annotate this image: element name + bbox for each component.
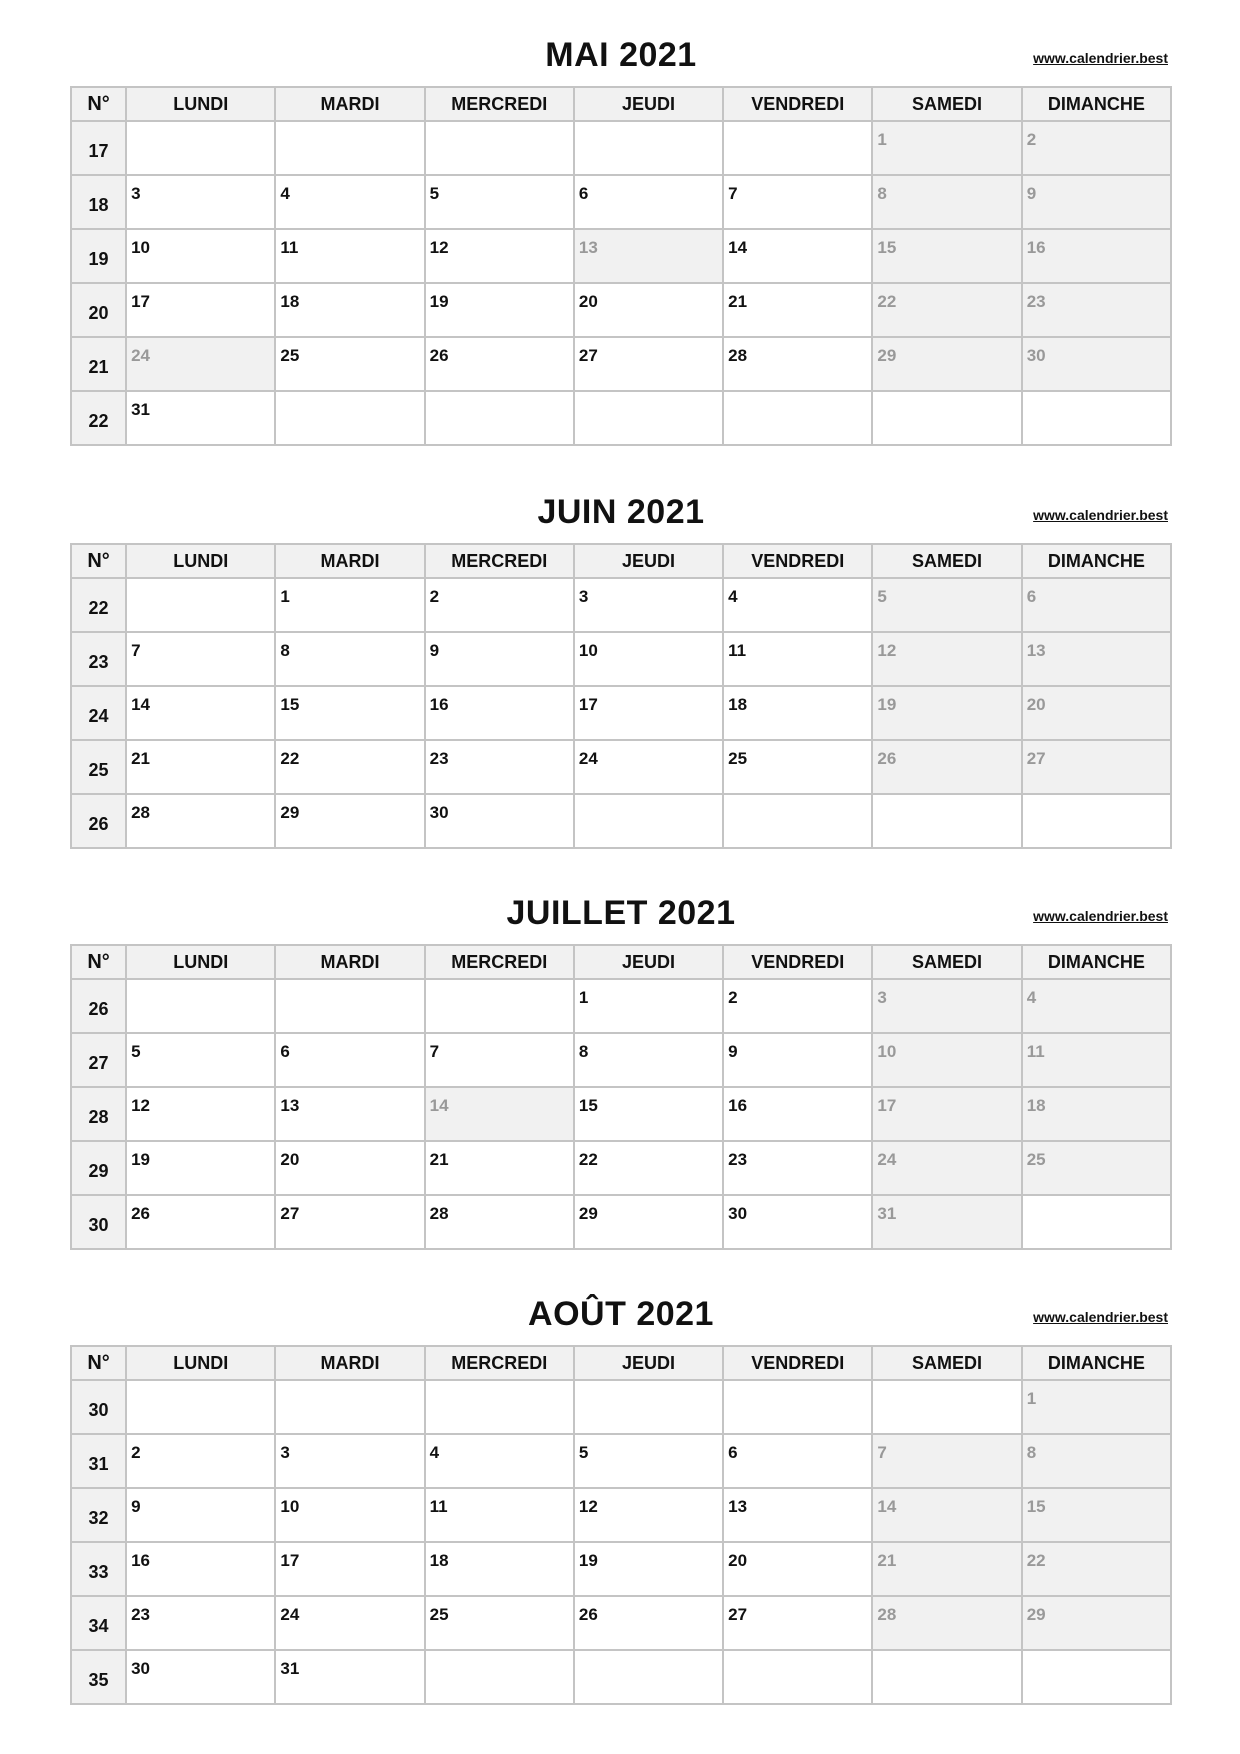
day-cell: 1 xyxy=(574,979,723,1033)
weekday-header: MARDI xyxy=(275,945,424,979)
day-cell: 11 xyxy=(723,632,872,686)
week-number: 35 xyxy=(71,1650,126,1704)
week-number: 18 xyxy=(71,175,126,229)
day-cell: 20 xyxy=(1022,686,1171,740)
day-cell: 19 xyxy=(425,283,574,337)
day-cell: 2 xyxy=(425,578,574,632)
day-cell: 3 xyxy=(275,1434,424,1488)
week-row xyxy=(71,740,1171,794)
weekday-header: MERCREDI xyxy=(425,945,574,979)
weekday-header: LUNDI xyxy=(126,945,275,979)
week-number: 26 xyxy=(71,794,126,848)
day-cell: 19 xyxy=(872,686,1021,740)
empty-day-cell xyxy=(574,794,723,848)
week-number: 26 xyxy=(71,979,126,1033)
week-row xyxy=(71,979,1171,1033)
week-number: 20 xyxy=(71,283,126,337)
day-cell: 23 xyxy=(425,740,574,794)
day-cell: 28 xyxy=(126,794,275,848)
day-cell: 2 xyxy=(723,979,872,1033)
month-block-mai xyxy=(70,30,1172,446)
day-cell: 2 xyxy=(126,1434,275,1488)
empty-day-cell xyxy=(1022,1650,1171,1704)
weekday-header: JEUDI xyxy=(574,87,723,121)
day-cell: 1 xyxy=(1022,1380,1171,1434)
day-cell: 17 xyxy=(574,686,723,740)
day-cell: 8 xyxy=(275,632,424,686)
day-cell: 24 xyxy=(126,337,275,391)
day-cell: 29 xyxy=(1022,1596,1171,1650)
day-cell: 12 xyxy=(425,229,574,283)
week-row xyxy=(71,283,1171,337)
site-link[interactable]: www.calendrier.best xyxy=(1033,1309,1168,1325)
day-cell: 4 xyxy=(723,578,872,632)
weekday-header: MERCREDI xyxy=(425,87,574,121)
empty-day-cell xyxy=(425,121,574,175)
calendar-table xyxy=(70,944,1172,1250)
week-row xyxy=(71,1542,1171,1596)
day-cell: 19 xyxy=(126,1141,275,1195)
day-cell: 25 xyxy=(723,740,872,794)
week-row xyxy=(71,794,1171,848)
day-cell: 7 xyxy=(126,632,275,686)
day-cell: 5 xyxy=(574,1434,723,1488)
day-cell: 19 xyxy=(574,1542,723,1596)
weekday-header: MARDI xyxy=(275,1346,424,1380)
week-row xyxy=(71,229,1171,283)
week-number: 17 xyxy=(71,121,126,175)
month-header xyxy=(70,487,1172,543)
day-cell: 6 xyxy=(723,1434,872,1488)
weekday-header: DIMANCHE xyxy=(1022,87,1171,121)
month-block-aout xyxy=(70,1289,1172,1705)
day-cell: 28 xyxy=(872,1596,1021,1650)
weekday-header: MARDI xyxy=(275,544,424,578)
day-cell: 15 xyxy=(275,686,424,740)
week-number: 33 xyxy=(71,1542,126,1596)
weekday-header-row xyxy=(71,1346,1171,1380)
day-cell: 4 xyxy=(1022,979,1171,1033)
day-cell: 3 xyxy=(872,979,1021,1033)
empty-day-cell xyxy=(723,391,872,445)
weekday-header-row xyxy=(71,544,1171,578)
month-header xyxy=(70,888,1172,944)
day-cell: 16 xyxy=(723,1087,872,1141)
day-cell: 17 xyxy=(872,1087,1021,1141)
day-cell: 22 xyxy=(1022,1542,1171,1596)
day-cell: 5 xyxy=(126,1033,275,1087)
week-number: 23 xyxy=(71,632,126,686)
day-cell: 21 xyxy=(723,283,872,337)
weekday-header: JEUDI xyxy=(574,945,723,979)
day-cell: 29 xyxy=(275,794,424,848)
week-number: 30 xyxy=(71,1380,126,1434)
month-header xyxy=(70,1289,1172,1345)
empty-day-cell xyxy=(126,578,275,632)
week-number-header: N° xyxy=(71,87,126,121)
empty-day-cell xyxy=(1022,794,1171,848)
weekday-header: DIMANCHE xyxy=(1022,1346,1171,1380)
day-cell: 31 xyxy=(275,1650,424,1704)
day-cell: 4 xyxy=(425,1434,574,1488)
day-cell: 10 xyxy=(872,1033,1021,1087)
day-cell: 21 xyxy=(872,1542,1021,1596)
day-cell: 9 xyxy=(723,1033,872,1087)
day-cell: 27 xyxy=(275,1195,424,1249)
weekday-header: MERCREDI xyxy=(425,544,574,578)
day-cell: 14 xyxy=(126,686,275,740)
day-cell: 4 xyxy=(275,175,424,229)
calendar-table xyxy=(70,1345,1172,1705)
empty-day-cell xyxy=(425,979,574,1033)
day-cell: 30 xyxy=(425,794,574,848)
weekday-header: JEUDI xyxy=(574,1346,723,1380)
day-cell: 20 xyxy=(723,1542,872,1596)
day-cell: 3 xyxy=(574,578,723,632)
day-cell: 7 xyxy=(872,1434,1021,1488)
week-row xyxy=(71,175,1171,229)
day-cell: 23 xyxy=(126,1596,275,1650)
day-cell: 12 xyxy=(574,1488,723,1542)
week-row xyxy=(71,1434,1171,1488)
week-number: 24 xyxy=(71,686,126,740)
week-number: 32 xyxy=(71,1488,126,1542)
day-cell: 27 xyxy=(723,1596,872,1650)
empty-day-cell xyxy=(425,1380,574,1434)
week-row xyxy=(71,1195,1171,1249)
day-cell: 1 xyxy=(275,578,424,632)
month-title: JUILLET 2021 xyxy=(506,894,736,932)
week-row xyxy=(71,1488,1171,1542)
day-cell: 12 xyxy=(872,632,1021,686)
day-cell: 8 xyxy=(574,1033,723,1087)
day-cell: 18 xyxy=(425,1542,574,1596)
week-number-header: N° xyxy=(71,544,126,578)
day-cell: 14 xyxy=(872,1488,1021,1542)
day-cell: 9 xyxy=(126,1488,275,1542)
week-number: 19 xyxy=(71,229,126,283)
day-cell: 25 xyxy=(1022,1141,1171,1195)
day-cell: 18 xyxy=(275,283,424,337)
empty-day-cell xyxy=(574,1380,723,1434)
empty-day-cell xyxy=(872,1650,1021,1704)
day-cell: 13 xyxy=(723,1488,872,1542)
week-number: 27 xyxy=(71,1033,126,1087)
empty-day-cell xyxy=(574,391,723,445)
week-row xyxy=(71,1141,1171,1195)
month-title: AOÛT 2021 xyxy=(528,1295,714,1333)
day-cell: 11 xyxy=(1022,1033,1171,1087)
month-title: MAI 2021 xyxy=(545,36,697,74)
day-cell: 31 xyxy=(872,1195,1021,1249)
day-cell: 30 xyxy=(723,1195,872,1249)
empty-day-cell xyxy=(275,391,424,445)
day-cell: 11 xyxy=(425,1488,574,1542)
day-cell: 20 xyxy=(574,283,723,337)
day-cell: 29 xyxy=(574,1195,723,1249)
empty-day-cell xyxy=(425,391,574,445)
week-number-header: N° xyxy=(71,1346,126,1380)
weekday-header: LUNDI xyxy=(126,87,275,121)
day-cell: 5 xyxy=(425,175,574,229)
month-title: JUIN 2021 xyxy=(537,493,705,531)
week-row xyxy=(71,1087,1171,1141)
empty-day-cell xyxy=(425,1650,574,1704)
empty-day-cell xyxy=(126,1380,275,1434)
day-cell: 10 xyxy=(275,1488,424,1542)
week-number: 29 xyxy=(71,1141,126,1195)
day-cell: 14 xyxy=(723,229,872,283)
site-link[interactable]: www.calendrier.best xyxy=(1033,908,1168,924)
day-cell: 10 xyxy=(126,229,275,283)
weekday-header: JEUDI xyxy=(574,544,723,578)
weekday-header: VENDREDI xyxy=(723,87,872,121)
day-cell: 25 xyxy=(275,337,424,391)
day-cell: 21 xyxy=(425,1141,574,1195)
day-cell: 3 xyxy=(126,175,275,229)
day-cell: 16 xyxy=(425,686,574,740)
day-cell: 6 xyxy=(1022,578,1171,632)
day-cell: 28 xyxy=(425,1195,574,1249)
week-row xyxy=(71,337,1171,391)
month-header xyxy=(70,30,1172,86)
week-number: 25 xyxy=(71,740,126,794)
day-cell: 1 xyxy=(872,121,1021,175)
site-link[interactable]: www.calendrier.best xyxy=(1033,50,1168,66)
weekday-header: DIMANCHE xyxy=(1022,544,1171,578)
weekday-header: LUNDI xyxy=(126,1346,275,1380)
day-cell: 8 xyxy=(1022,1434,1171,1488)
empty-day-cell xyxy=(126,121,275,175)
week-number: 30 xyxy=(71,1195,126,1249)
week-row xyxy=(71,686,1171,740)
week-number: 22 xyxy=(71,578,126,632)
day-cell: 7 xyxy=(425,1033,574,1087)
week-row xyxy=(71,632,1171,686)
month-block-juillet xyxy=(70,888,1172,1250)
day-cell: 13 xyxy=(275,1087,424,1141)
day-cell: 13 xyxy=(574,229,723,283)
weekday-header: DIMANCHE xyxy=(1022,945,1171,979)
empty-day-cell xyxy=(872,391,1021,445)
week-number: 34 xyxy=(71,1596,126,1650)
day-cell: 26 xyxy=(425,337,574,391)
day-cell: 18 xyxy=(723,686,872,740)
day-cell: 18 xyxy=(1022,1087,1171,1141)
week-row xyxy=(71,578,1171,632)
week-row xyxy=(71,1596,1171,1650)
weekday-header: LUNDI xyxy=(126,544,275,578)
week-row xyxy=(71,1650,1171,1704)
day-cell: 30 xyxy=(126,1650,275,1704)
day-cell: 20 xyxy=(275,1141,424,1195)
day-cell: 9 xyxy=(425,632,574,686)
day-cell: 15 xyxy=(1022,1488,1171,1542)
weekday-header: VENDREDI xyxy=(723,544,872,578)
empty-day-cell xyxy=(1022,391,1171,445)
weekday-header: MERCREDI xyxy=(425,1346,574,1380)
weekday-header: SAMEDI xyxy=(872,87,1021,121)
empty-day-cell xyxy=(126,979,275,1033)
week-number: 22 xyxy=(71,391,126,445)
week-number: 21 xyxy=(71,337,126,391)
day-cell: 28 xyxy=(723,337,872,391)
day-cell: 12 xyxy=(126,1087,275,1141)
day-cell: 24 xyxy=(275,1596,424,1650)
weekday-header: VENDREDI xyxy=(723,1346,872,1380)
day-cell: 26 xyxy=(126,1195,275,1249)
day-cell: 23 xyxy=(723,1141,872,1195)
day-cell: 16 xyxy=(126,1542,275,1596)
week-number: 31 xyxy=(71,1434,126,1488)
week-number: 28 xyxy=(71,1087,126,1141)
day-cell: 14 xyxy=(425,1087,574,1141)
day-cell: 26 xyxy=(574,1596,723,1650)
day-cell: 24 xyxy=(872,1141,1021,1195)
day-cell: 2 xyxy=(1022,121,1171,175)
day-cell: 15 xyxy=(872,229,1021,283)
day-cell: 31 xyxy=(126,391,275,445)
empty-day-cell xyxy=(872,1380,1021,1434)
day-cell: 22 xyxy=(574,1141,723,1195)
week-row xyxy=(71,121,1171,175)
day-cell: 10 xyxy=(574,632,723,686)
empty-day-cell xyxy=(275,1380,424,1434)
week-row xyxy=(71,1380,1171,1434)
day-cell: 6 xyxy=(574,175,723,229)
empty-day-cell xyxy=(723,1650,872,1704)
day-cell: 16 xyxy=(1022,229,1171,283)
day-cell: 21 xyxy=(126,740,275,794)
empty-day-cell xyxy=(723,121,872,175)
day-cell: 22 xyxy=(872,283,1021,337)
day-cell: 24 xyxy=(574,740,723,794)
weekday-header: SAMEDI xyxy=(872,945,1021,979)
weekday-header: VENDREDI xyxy=(723,945,872,979)
day-cell: 27 xyxy=(1022,740,1171,794)
site-link[interactable]: www.calendrier.best xyxy=(1033,507,1168,523)
day-cell: 8 xyxy=(872,175,1021,229)
day-cell: 23 xyxy=(1022,283,1171,337)
weekday-header: SAMEDI xyxy=(872,544,1021,578)
empty-day-cell xyxy=(574,121,723,175)
day-cell: 29 xyxy=(872,337,1021,391)
week-row xyxy=(71,1033,1171,1087)
day-cell: 17 xyxy=(126,283,275,337)
calendar-table xyxy=(70,543,1172,849)
calendar-table xyxy=(70,86,1172,446)
day-cell: 30 xyxy=(1022,337,1171,391)
empty-day-cell xyxy=(872,794,1021,848)
week-number-header: N° xyxy=(71,945,126,979)
day-cell: 5 xyxy=(872,578,1021,632)
empty-day-cell xyxy=(723,1380,872,1434)
empty-day-cell xyxy=(275,121,424,175)
day-cell: 13 xyxy=(1022,632,1171,686)
day-cell: 6 xyxy=(275,1033,424,1087)
empty-day-cell xyxy=(574,1650,723,1704)
day-cell: 26 xyxy=(872,740,1021,794)
weekday-header: SAMEDI xyxy=(872,1346,1021,1380)
empty-day-cell xyxy=(275,979,424,1033)
day-cell: 27 xyxy=(574,337,723,391)
day-cell: 7 xyxy=(723,175,872,229)
day-cell: 17 xyxy=(275,1542,424,1596)
day-cell: 25 xyxy=(425,1596,574,1650)
weekday-header: MARDI xyxy=(275,87,424,121)
day-cell: 15 xyxy=(574,1087,723,1141)
day-cell: 9 xyxy=(1022,175,1171,229)
empty-day-cell xyxy=(1022,1195,1171,1249)
day-cell: 11 xyxy=(275,229,424,283)
weekday-header-row xyxy=(71,87,1171,121)
day-cell: 22 xyxy=(275,740,424,794)
week-row xyxy=(71,391,1171,445)
weekday-header-row xyxy=(71,945,1171,979)
empty-day-cell xyxy=(723,794,872,848)
month-block-juin xyxy=(70,487,1172,849)
